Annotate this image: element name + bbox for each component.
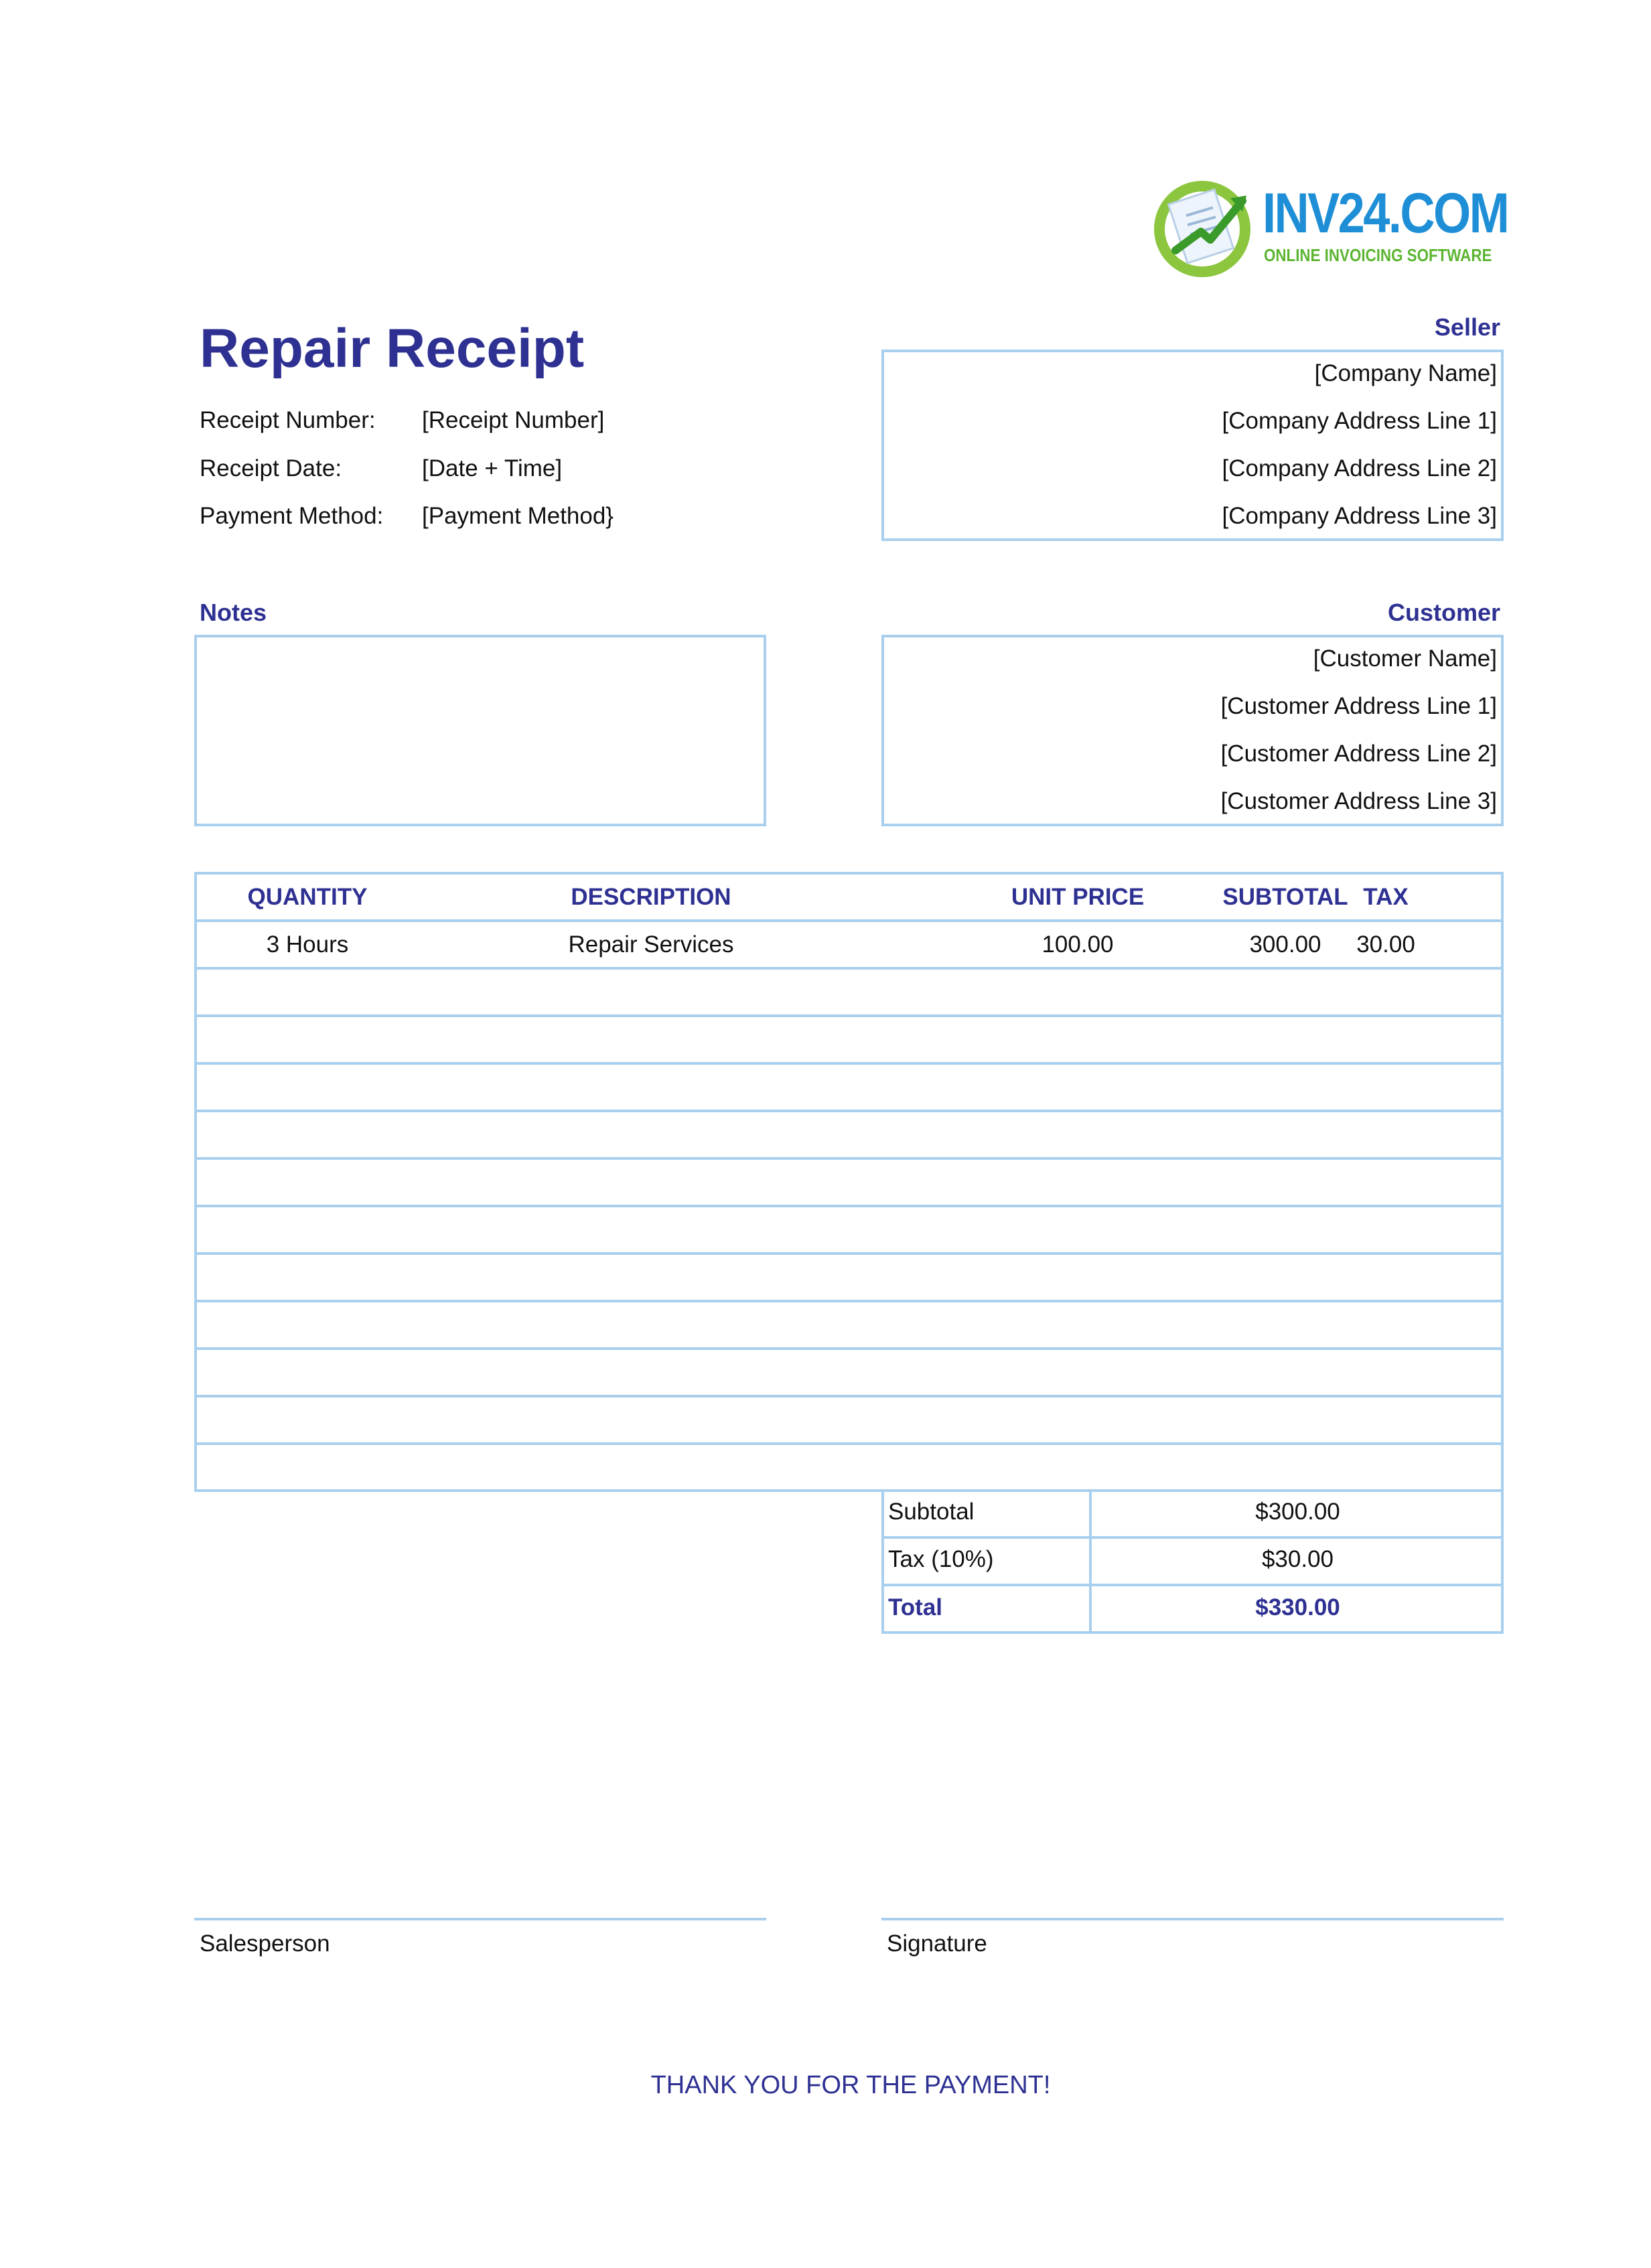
payment-method-value: [Payment Method}: [422, 503, 614, 529]
customer-name: [Customer Name]: [1313, 646, 1497, 672]
cell-unit-price: 100.00: [1042, 931, 1114, 958]
column-header-subtotal: SUBTOTAL: [1222, 884, 1348, 910]
notes-heading: Notes: [200, 599, 267, 626]
seller-address-line-3: [Company Address Line 3]: [1222, 503, 1497, 529]
table-row-empty: [197, 1395, 1501, 1443]
column-header-description: DESCRIPTION: [571, 884, 731, 910]
customer-address-line-2: [Customer Address Line 2]: [1220, 741, 1497, 767]
receipt-number-value: [Receipt Number]: [422, 407, 605, 433]
customer-heading: Customer: [1387, 599, 1500, 626]
subtotal-label: Subtotal: [888, 1499, 975, 1525]
salesperson-line: [194, 1918, 766, 1920]
table-row-empty: [197, 1205, 1501, 1253]
receipt-date-value: [Date + Time]: [422, 455, 563, 481]
column-header-unit-price: UNIT PRICE: [1011, 884, 1145, 910]
table-row-empty: [197, 1252, 1501, 1300]
column-header-tax: TAX: [1363, 884, 1409, 910]
cell-quantity: 3 Hours: [266, 931, 349, 958]
table-row-empty: [197, 1300, 1501, 1348]
salesperson-label: Salesperson: [200, 1931, 330, 1957]
table-row-empty: [197, 1347, 1501, 1395]
seller-box: [881, 350, 1504, 541]
subtotal-value: $300.00: [1255, 1499, 1340, 1525]
tax-value: $30.00: [1261, 1546, 1334, 1572]
table-row-empty: [197, 1442, 1501, 1491]
seller-address-line-1: [Company Address Line 1]: [1222, 408, 1497, 434]
receipt-number-label: Receipt Number:: [200, 407, 376, 433]
logo-brand-text: INV24.COM: [1263, 181, 1508, 244]
cell-description: Repair Services: [568, 931, 734, 958]
customer-address-line-3: [Customer Address Line 3]: [1220, 788, 1497, 814]
company-logo: [1149, 175, 1508, 283]
payment-method-label: Payment Method:: [200, 503, 384, 529]
receipt-date-label: Receipt Date:: [200, 455, 342, 481]
notes-box[interactable]: [194, 635, 766, 826]
cell-subtotal: 300.00: [1249, 931, 1321, 958]
totals-row-divider: [884, 1536, 1501, 1539]
signature-line: [881, 1918, 1504, 1920]
signature-label: Signature: [887, 1931, 987, 1957]
seller-company-name: [Company Name]: [1314, 360, 1497, 386]
table-row-empty: [197, 1157, 1501, 1205]
table-row: [197, 919, 1501, 968]
seller-heading: Seller: [1434, 313, 1500, 341]
cell-tax: 30.00: [1356, 931, 1415, 958]
customer-box: [881, 635, 1504, 826]
thank-you-message: THANK YOU FOR THE PAYMENT!: [650, 2071, 1051, 2099]
totals-table: [881, 1489, 1504, 1634]
table-row-empty: [197, 1014, 1501, 1063]
logo-tagline: ONLINE INVOICING SOFTWARE: [1264, 245, 1492, 265]
tax-label: Tax (10%): [888, 1546, 994, 1572]
line-items-table: [194, 872, 1504, 1492]
seller-address-line-2: [Company Address Line 2]: [1222, 455, 1497, 481]
total-label: Total: [888, 1594, 943, 1620]
totals-row-divider: [884, 1584, 1501, 1586]
table-row-empty: [197, 967, 1501, 1015]
customer-address-line-1: [Customer Address Line 1]: [1220, 693, 1497, 719]
table-row-empty: [197, 1110, 1501, 1158]
logo-emblem-icon: [1149, 175, 1256, 283]
column-header-quantity: QUANTITY: [247, 884, 368, 910]
table-row-empty: [197, 1062, 1501, 1110]
table-header-row: [197, 875, 1501, 921]
total-value: $330.00: [1255, 1594, 1340, 1620]
page-title: Repair Receipt: [200, 318, 585, 379]
